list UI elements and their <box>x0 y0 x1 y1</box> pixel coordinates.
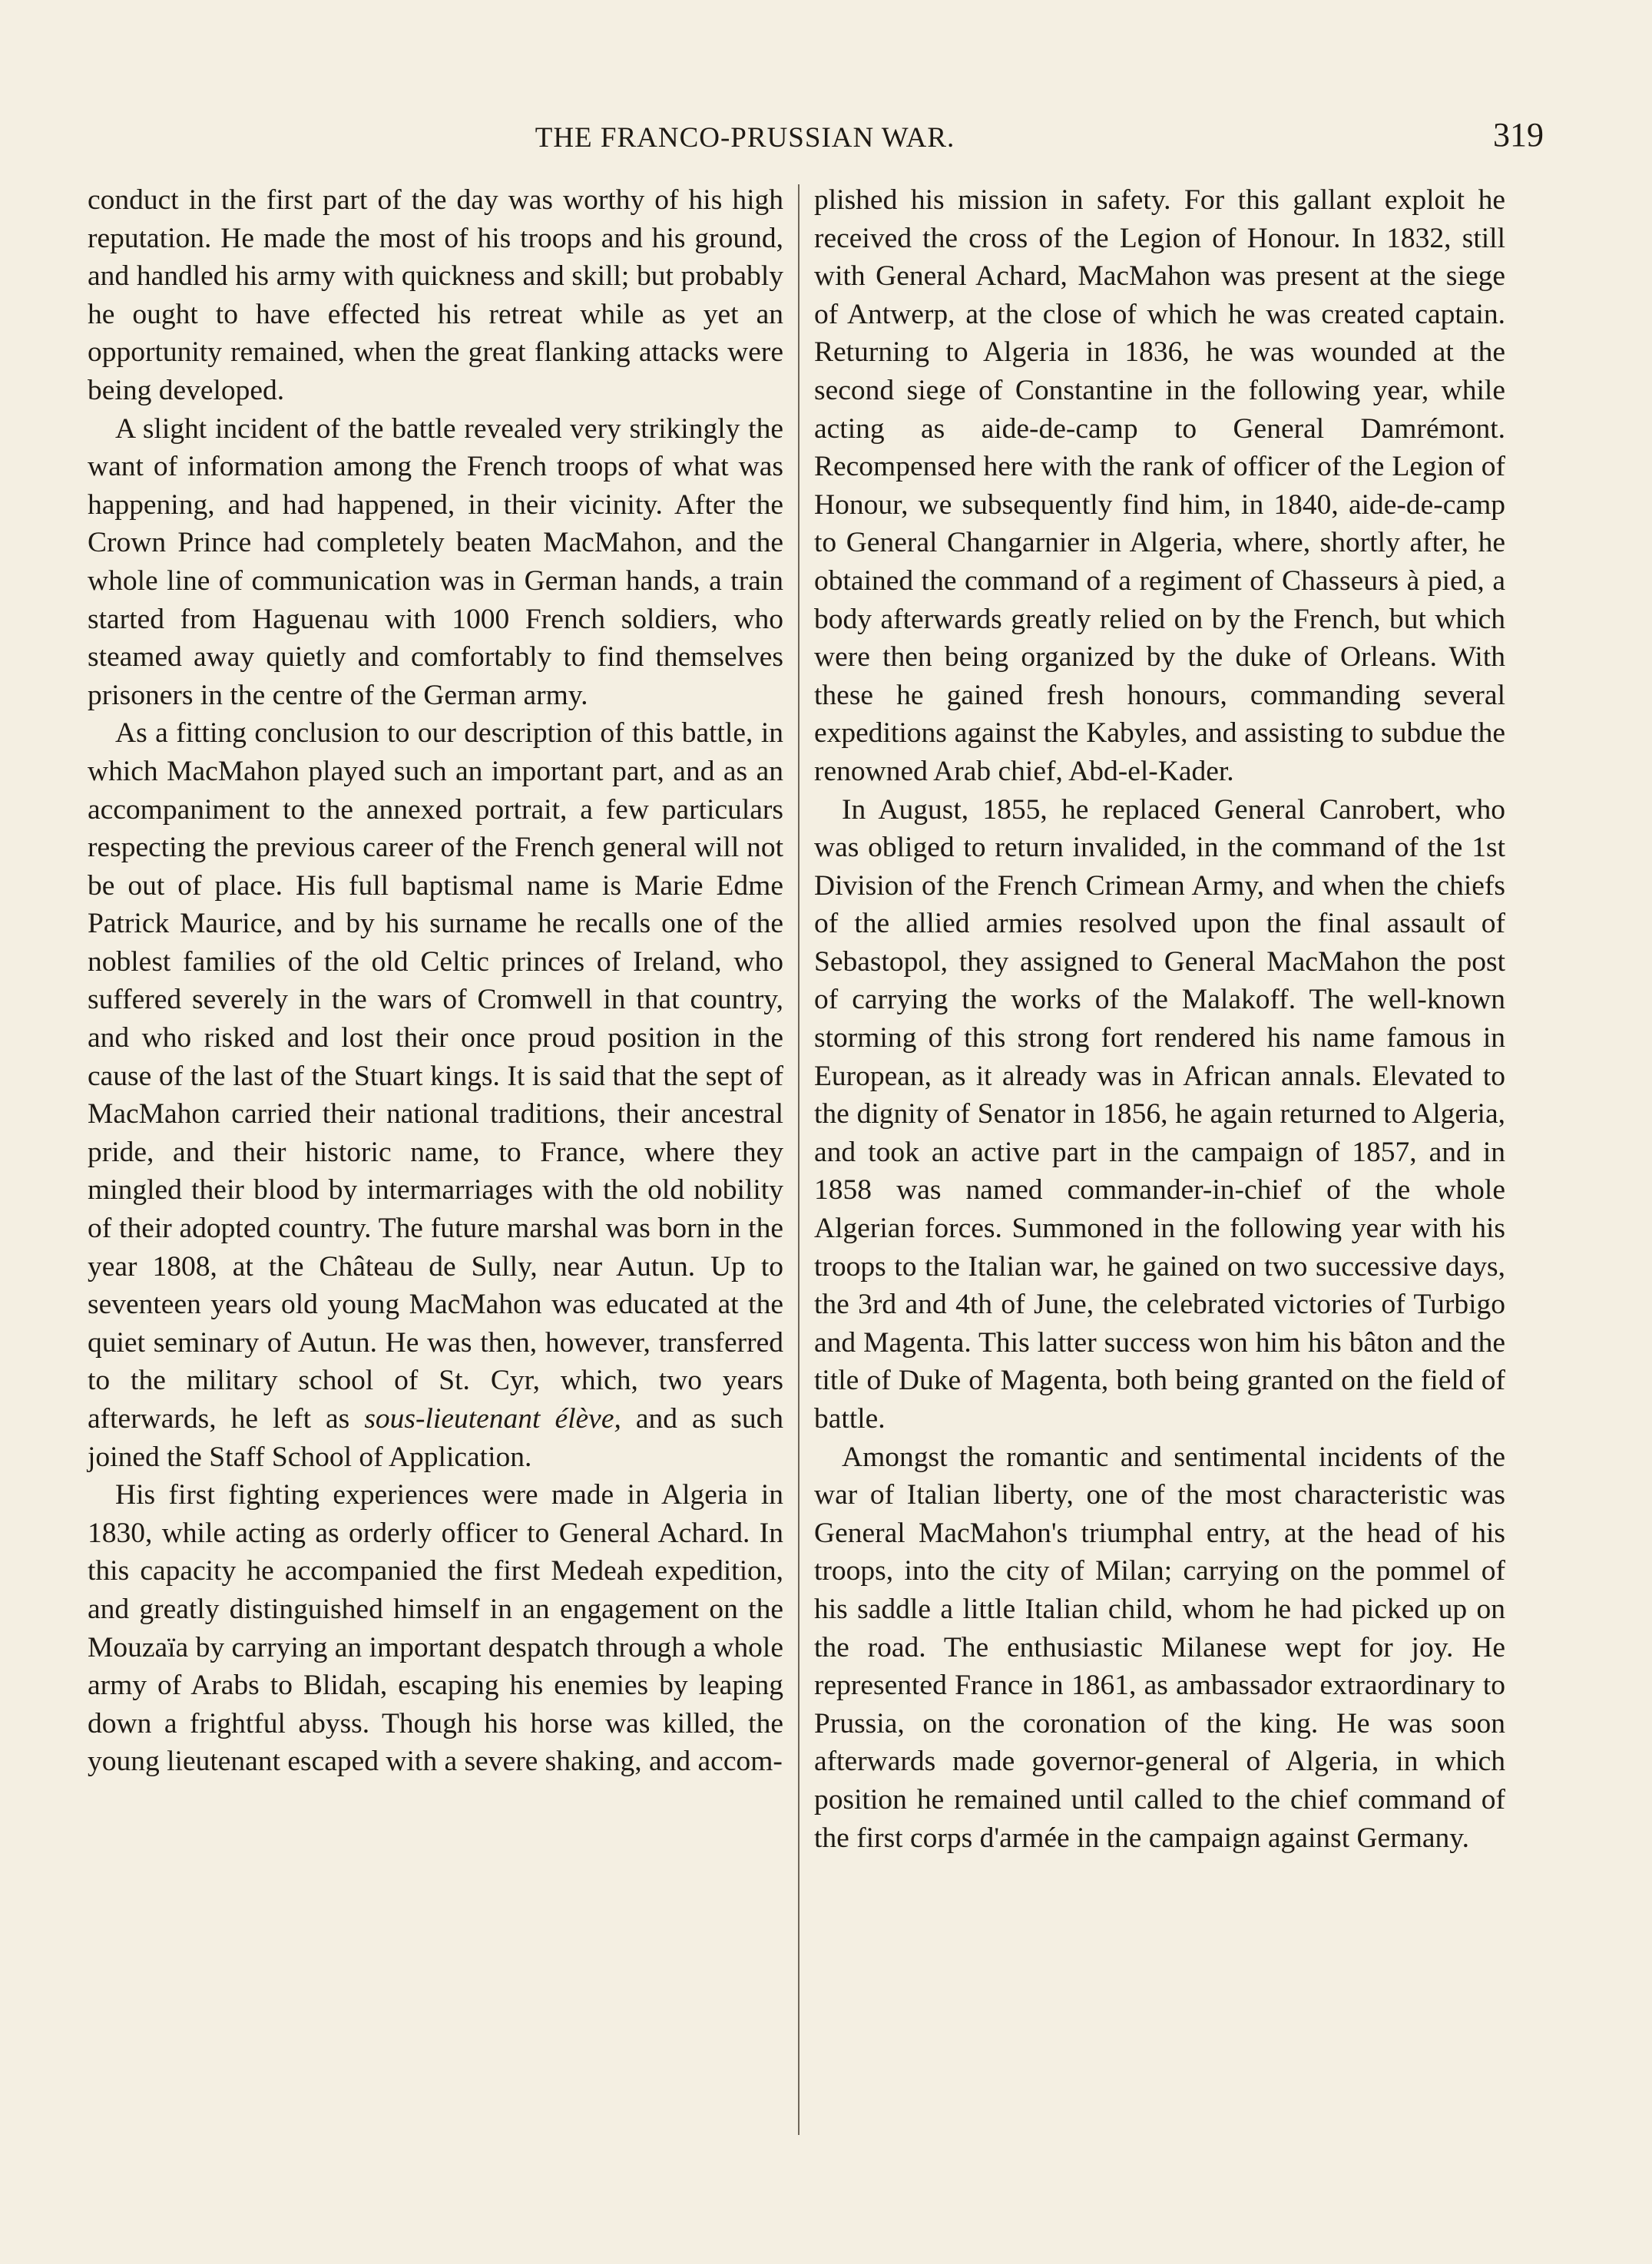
running-head: THE FRANCO-PRUSSIAN WAR. <box>535 122 955 154</box>
paragraph: conduct in the first part of the day was worthy of his high reputation. He made the most of his troops and his ground, and handled his army with quickness and skill; but probably he ought to have effected his retreat while as yet an opportunity remained, when the great flanking attacks were being developed. <box>88 184 783 406</box>
page-number: 319 <box>1493 116 1544 154</box>
paragraph: His first fighting experiences were made in Algeria in 1830, while acting as orderly officer to General Achard. In this capacity he accompanied the first Medeah expedition, and greatly distinguished himself in an engagement on the Mouzaïa by carrying an important despatch through a whole army of Arabs to Blidah, escaping his enemies by leaping down a frightful abyss. Though his horse was killed, the young lieutenant escaped with a severe shaking, and accom- <box>88 1479 783 1778</box>
left-column <box>88 181 783 1781</box>
paragraph <box>88 714 783 1476</box>
paragraph: A slight incident of the battle revealed very strikingly the want of information among the French troops of what was happening, and had happened, in their vicinity. After the Crown Prince had completely beaten MacMahon, and the whole line of communication was in German hands, a train started from Haguenau with 1000 French soldiers, who steamed away quietly and comfortably to find themselves prisoners in the centre of the German army. <box>88 412 783 711</box>
page-header <box>84 115 1544 161</box>
paragraph-text: As a fitting conclusion to our description of this battle, in which MacMahon played such an important part, and as an accompaniment to the annexed portrait, a few particulars respecting the previous career of the French general will not be out of place. His full baptismal name is Marie Edme Patrick Maurice, and by his surname he recalls one of the noblest families of the old Celtic princes of Ireland, who suffered severely in the wars of Cromwell in that country, and who risked and lost their once proud position in the cause of the last of the Stuart kings. It is said that the sept of MacMahon carried their national traditions, their ancestral pride, and their historic name, to France, where they mingled their blood by intermarriages with the old nobility of their adopted country. The future marshal was born in the year 1808, at the Château de Sully, near Autun. Up to seventeen years old young MacMahon was educated at the quiet seminary of Autun. He was then, however, transferred to the military school of St. Cyr, which, two years afterwards, he left as <box>88 717 783 1435</box>
right-column <box>814 181 1505 1857</box>
column-divider <box>798 184 800 2135</box>
paragraph: Amongst the romantic and sentimental incidents of the war of Italian liberty, one of the most characteristic was General MacMahon's triumphal entry, at the head of his troops, into the city of Milan; carrying on the pommel of his saddle a little Italian child, whom he had picked up on the road. The enthusiastic Milanese wept for joy. He represented France in 1861, as ambassador extraordinary to Prussia, on the coronation of the king. He was soon afterwards made governor-general of Algeria, in which position he remained until called to the chief command of the first corps d'armée in the campaign against Germany. <box>814 1441 1505 1854</box>
italic-term: sous-lieutenant élève, <box>364 1403 621 1435</box>
paragraph-text: and as such joined the Staff School of Application. <box>88 1403 784 1473</box>
paragraph: plished his mission in safety. For this gallant exploit he received the cross of the Legion of Honour. In 1832, still with General Achard, MacMahon was present at the siege of Antwerp, at the close of which he was created captain. Returning to Algeria in 1836, he was wounded at the second siege of Constantine in the following year, while acting as aide-de-camp to General Damrémont. Recompensed here with the rank of officer of the Legion of Honour, we subsequently find him, in 1840, aide-de-camp to General Changarnier in Algeria, where, shortly after, he obtained the command of a regiment of Chasseurs à pied, a body afterwards greatly relied on by the French, but which were then being organized by the duke of Orleans. With these he gained fresh honours, commanding several expeditions against the Kabyles, and assisting to subdue the renowned Arab chief, Abd-el-Kader. <box>814 184 1505 787</box>
paragraph: In August, 1855, he replaced General Canrobert, who was obliged to return invalided, in the command of the 1st Division of the French Crimean Army, and when the chiefs of the allied armies resolved upon the final assault of Sebastopol, they assigned to General MacMahon the post of carrying the works of the Malakoff. The well-known storming of this strong fort rendered his name famous in European, as it already was in African annals. Elevated to the dignity of Senator in 1856, he again returned to Algeria, and took an active part in the campaign of 1857, and in 1858 was named commander-in-chief of the whole Algerian forces. Summoned in the following year with his troops to the Italian war, he gained on two successive days, the 3rd and 4th of June, the celebrated victories of Turbigo and Magenta. This latter success won him his bâton and the title of Duke of Magenta, both being granted on the field of battle. <box>814 793 1505 1435</box>
